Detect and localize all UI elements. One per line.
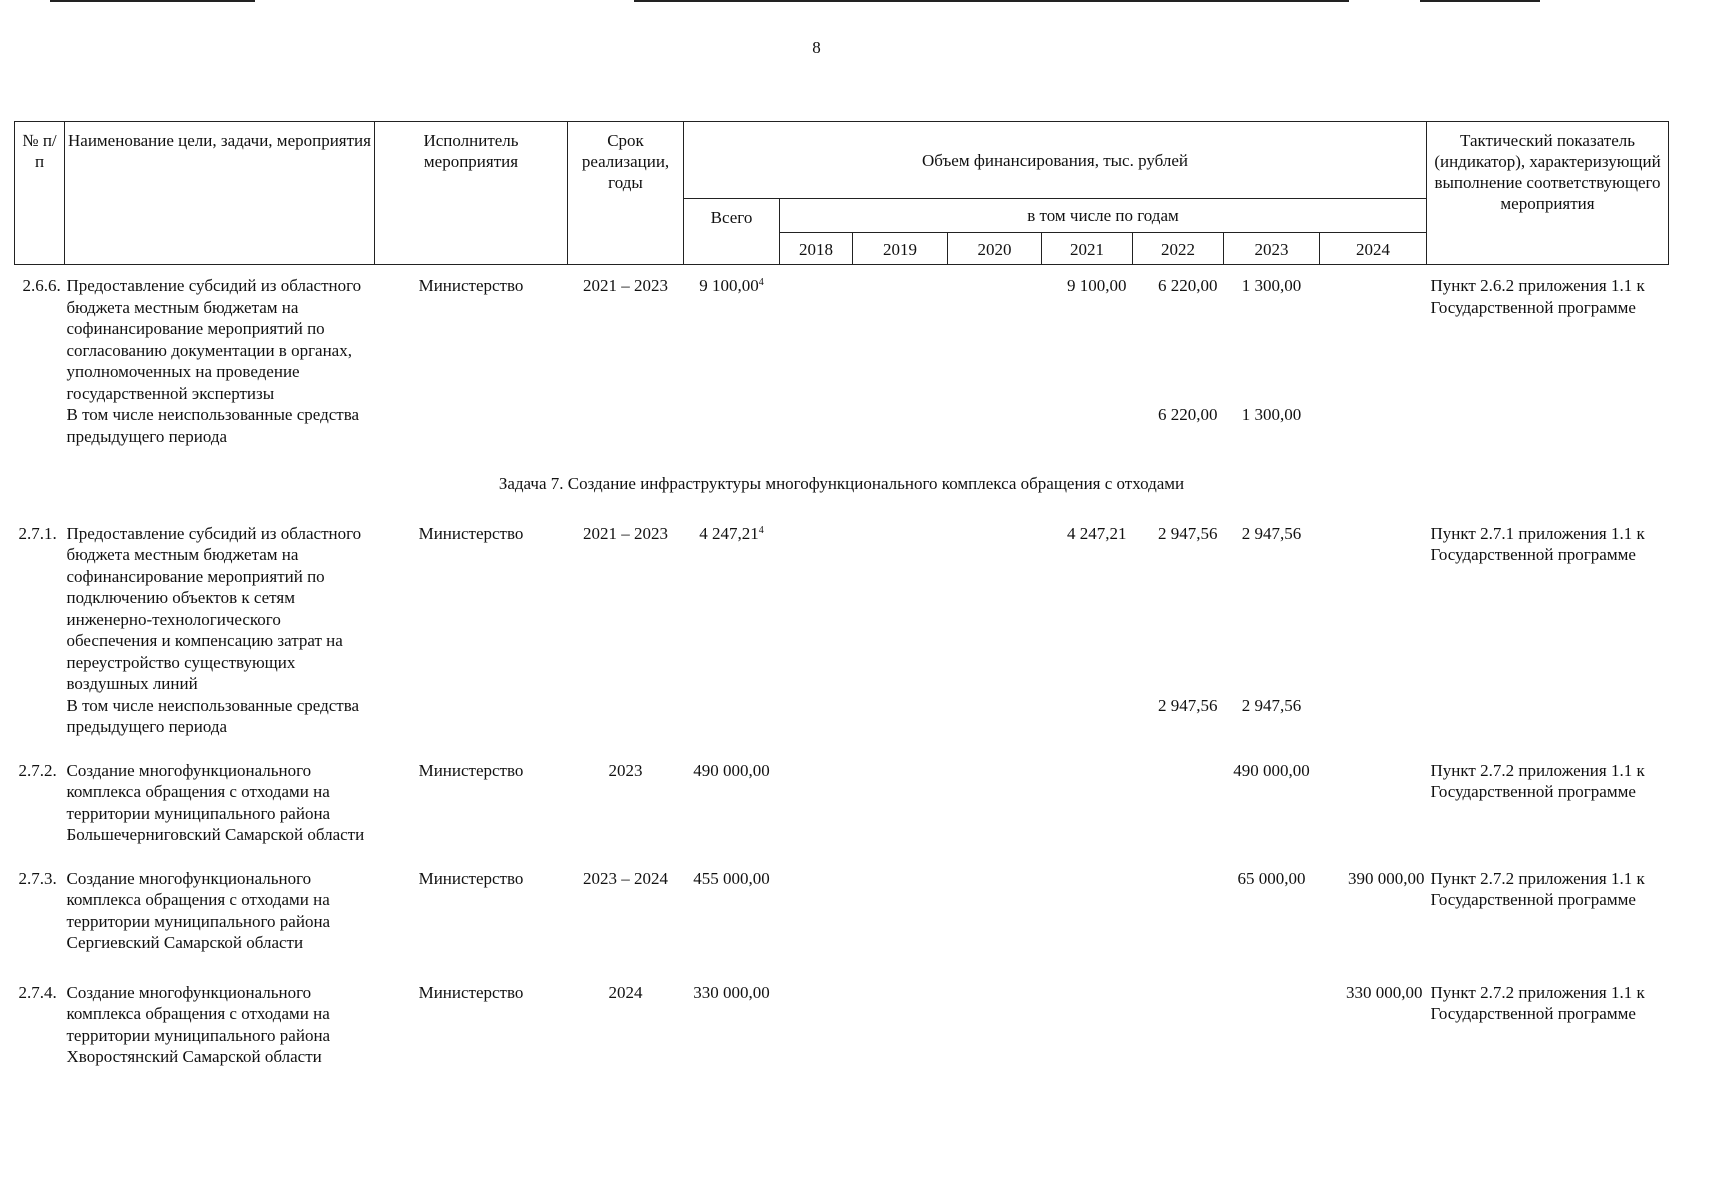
- row-total: 490 000,00: [693, 760, 770, 780]
- header-by-years: в том числе по годам: [780, 199, 1427, 233]
- subrow-2023: 1 300,00: [1241, 405, 1302, 424]
- top-scan-line-left: [50, 0, 255, 2]
- header-funding: Объем финансирования, тыс. рублей: [684, 122, 1427, 199]
- row-total-value: 9 100,00: [699, 276, 759, 295]
- header-indicator: Тактический показатель (индикатор), характеризующий выполнение соответствующего мероприятия: [1427, 122, 1669, 265]
- header-year-2019: 2019: [853, 233, 948, 265]
- footnote-mark: 4: [758, 277, 764, 288]
- row-2023: 1 300,00: [1241, 276, 1302, 295]
- row-executor: Министерство: [418, 523, 524, 543]
- row-total-value: 4 247,21: [699, 523, 759, 543]
- row-indicator: Пункт 2.7.2 приложения 1.1 к Государственной программе: [1430, 868, 1645, 909]
- table-row: [15, 982, 1669, 1068]
- row-indicator: Пункт 2.6.2 приложения 1.1 к Государственной программе: [1430, 276, 1645, 317]
- row-2022: 6 220,00: [1158, 276, 1218, 295]
- table-row: [15, 760, 1669, 846]
- row-2023: 490 000,00: [1233, 760, 1310, 780]
- row-2024: [1320, 760, 1427, 846]
- row-total: 455 000,00: [693, 868, 770, 888]
- row-total: [684, 523, 780, 695]
- row-executor: Министерство: [418, 760, 524, 780]
- row-number: 2.7.3.: [18, 868, 57, 888]
- header-year-2023: 2023: [1224, 233, 1320, 265]
- header-year-2021: 2021: [1042, 233, 1133, 265]
- row-2021: 9 100,00: [1067, 276, 1127, 295]
- table-subrow: [15, 695, 1669, 738]
- table-header: [15, 122, 1669, 265]
- subrow-name: В том числе неиспользованные средства предыдущего периода: [66, 695, 360, 736]
- row-number: 2.7.2.: [18, 760, 57, 780]
- row-term: 2021 – 2023: [583, 276, 668, 295]
- task-heading-row: [15, 447, 1669, 523]
- row-2024: 330 000,00: [1346, 982, 1423, 1002]
- row-name: Предоставление субсидий из областного бюджета местным бюджетам на софинансирование мероприятий по согласованию документации в органах, уполномоченных на проведение государственной экспертизы: [66, 276, 362, 403]
- header-num: № п/п: [15, 122, 65, 265]
- header-year-2020: 2020: [948, 233, 1042, 265]
- subrow-name: В том числе неиспользованные средства предыдущего периода: [66, 405, 360, 446]
- header-year-2024: 2024: [1320, 233, 1427, 265]
- footnote-mark: 4: [758, 524, 764, 536]
- row-number: 2.6.6.: [22, 276, 61, 295]
- row-2020: [948, 275, 1042, 404]
- header-name: Наименование цели, задачи, мероприятия: [65, 122, 375, 265]
- row-name: Создание многофункционального комплекса обращения с отходами на территории муниципального района Сергиевский Самарской области: [66, 868, 331, 952]
- row-number: 2.7.4.: [18, 982, 57, 1002]
- table-row: [15, 868, 1669, 954]
- row-2019: [853, 275, 948, 404]
- header-term: Срок реализации, годы: [568, 122, 684, 265]
- row-executor: Министерство: [418, 868, 524, 888]
- row-2023: 2 947,56: [1241, 523, 1302, 543]
- subrow-2023: 2 947,56: [1241, 695, 1302, 715]
- row-term: 2023 – 2024: [583, 868, 668, 888]
- header-year-2018: 2018: [780, 233, 853, 265]
- row-2024: [1320, 523, 1427, 695]
- top-scan-line-right: [1420, 0, 1540, 2]
- row-2021: 4 247,21: [1067, 523, 1127, 543]
- row-2023: 65 000,00: [1237, 868, 1306, 888]
- table-subrow: [15, 404, 1669, 447]
- row-name: Создание многофункционального комплекса обращения с отходами на территории муниципального района Большечерниговский Самарской области: [66, 760, 365, 844]
- row-name: Создание многофункционального комплекса обращения с отходами на территории муниципального района Хворостянский Самарской области: [66, 982, 331, 1066]
- row-total: 330 000,00: [693, 982, 770, 1002]
- table-row: [15, 523, 1669, 695]
- subrow-2022: 2 947,56: [1158, 695, 1218, 715]
- row-indicator: Пункт 2.7.1 приложения 1.1 к Государственной программе: [1430, 523, 1645, 564]
- row-term: 2021 – 2023: [583, 523, 668, 543]
- row-2024: 390 000,00: [1348, 868, 1425, 888]
- row-executor: Министерство: [418, 982, 524, 1002]
- row-2018: [780, 275, 853, 404]
- row-name: Предоставление субсидий из областного бюджета местным бюджетам на софинансирование мероприятий по подключению объектов к сетям инженерно-технологического обеспечения и компенсацию затрат на переустройство существующих воздушных линий: [66, 523, 362, 693]
- row-2022: 2 947,56: [1158, 523, 1218, 543]
- subrow-2022: 6 220,00: [1158, 405, 1218, 424]
- row-2024: [1320, 275, 1427, 404]
- row-total: [684, 275, 780, 404]
- row-number: 2.7.1.: [18, 523, 57, 543]
- row-term: 2023: [608, 760, 643, 780]
- row-executor: Министерство: [418, 276, 524, 295]
- top-scan-line-mid: [634, 0, 1349, 2]
- row-2023: [1224, 982, 1320, 1068]
- row-term: 2024: [608, 982, 643, 1002]
- header-executor: Исполнитель мероприятия: [375, 122, 568, 265]
- header-year-2022: 2022: [1133, 233, 1224, 265]
- row-indicator: Пункт 2.7.2 приложения 1.1 к Государственной программе: [1430, 982, 1645, 1023]
- task-heading: Задача 7. Создание инфраструктуры многофункционального комплекса обращения с отходами: [498, 474, 1185, 493]
- table-row: [15, 275, 1669, 404]
- program-activities-table: [14, 121, 1669, 1068]
- header-total: Всего: [684, 199, 780, 265]
- row-indicator: Пункт 2.7.2 приложения 1.1 к Государственной программе: [1430, 760, 1645, 801]
- page-number: 8: [812, 38, 821, 57]
